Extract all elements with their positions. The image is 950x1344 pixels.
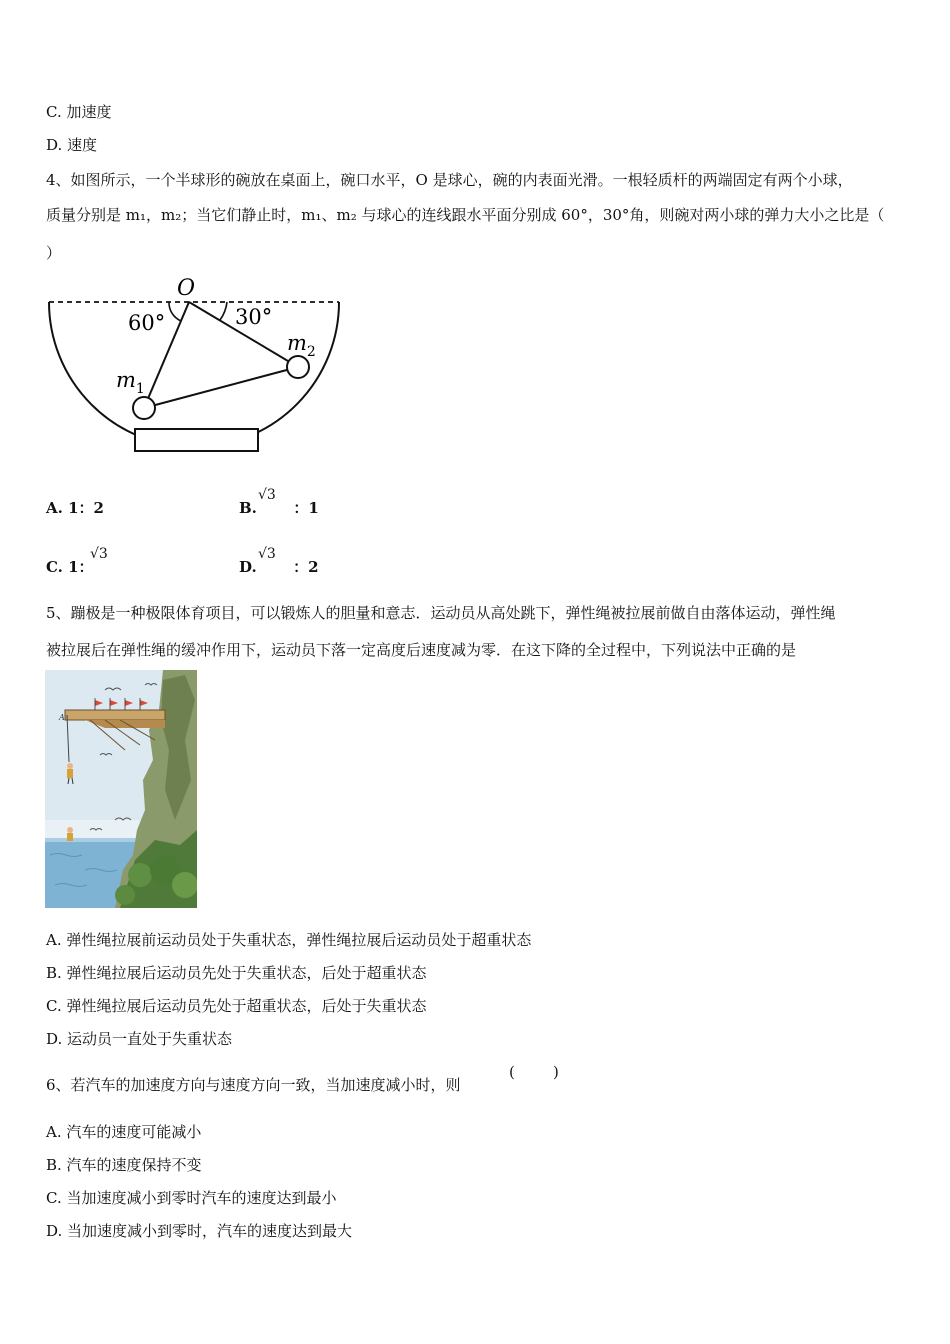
q6-option-c: C. 当加速度减小到零时汽车的速度达到最小 bbox=[46, 1189, 337, 1207]
jump-platform bbox=[65, 710, 165, 720]
q5-option-c: C. 弹性绳拉展后运动员先处于超重状态，后处于失重状态 bbox=[46, 997, 427, 1015]
q6-option-b: B. 汽车的速度保持不变 bbox=[46, 1156, 202, 1174]
q4-option-b bbox=[239, 498, 319, 518]
q4-option-d-prefix: D. bbox=[239, 558, 257, 576]
label-30: 30° bbox=[235, 305, 273, 329]
label-m1: $m_1$ bbox=[116, 368, 145, 397]
q5-option-d: D. 运动员一直处于失重状态 bbox=[46, 1030, 233, 1048]
q5-line1: 5、蹦极是一种极限体育项目，可以锻炼人的胆量和意志．运动员从高处跳下，弹性绳被拉展前做自由落体运动，弹性绳 bbox=[46, 604, 836, 622]
q5-line2: 被拉展后在弹性绳的缓冲作用下，运动员下落一定高度后速度减为零．在这下降的全过程中，下列说法中正确的是 bbox=[46, 641, 797, 659]
light-rod bbox=[144, 367, 298, 408]
option-d-prev: D. 速度 bbox=[46, 136, 98, 154]
q6-stem: 6、若汽车的加速度方向与速度方向一致，当加速度减小时，则 bbox=[46, 1076, 461, 1094]
jumper-lower bbox=[67, 827, 73, 841]
angle-arc-30 bbox=[220, 302, 227, 320]
q4-option-c-sqrt: √3 bbox=[90, 546, 108, 562]
q6-answer-paren: ( ) bbox=[509, 1063, 559, 1081]
figure-label-a: A bbox=[59, 713, 65, 722]
q4-option-a: A. 1：2 bbox=[46, 499, 104, 517]
q4-option-b-sqrt: √3 bbox=[258, 487, 276, 503]
ball-m2 bbox=[287, 356, 309, 378]
q4-option-c: C. 1： bbox=[46, 558, 94, 576]
q4-line1: 4、如图所示，一个半球形的碗放在桌面上，碗口水平，O 是球心，碗的内表面光滑。一根轻质杆的两端固定有两个小球， bbox=[46, 171, 853, 189]
table-base bbox=[135, 429, 258, 451]
angle-arc-60 bbox=[169, 302, 181, 321]
ball-m1 bbox=[133, 397, 155, 419]
option-c-prev: C. 加速度 bbox=[46, 103, 112, 121]
q4-option-b-suffix: ：1 bbox=[293, 499, 319, 517]
q4-option-d-suffix: ：2 bbox=[293, 558, 319, 576]
q4-line3: ） bbox=[46, 244, 62, 262]
q4-option-d-sqrt: √3 bbox=[258, 546, 276, 562]
q6-option-d: D. 当加速度减小到零时，汽车的速度达到最大 bbox=[46, 1222, 353, 1240]
bungee-illustration bbox=[45, 670, 197, 908]
label-m2: $m_2$ bbox=[287, 331, 316, 360]
q4-option-d bbox=[239, 557, 319, 577]
label-60: 60° bbox=[128, 311, 166, 335]
q4-option-b-prefix: B. bbox=[239, 499, 257, 517]
q5-option-a: A. 弹性绳拉展前运动员处于失重状态，弹性绳拉展后运动员处于超重状态 bbox=[46, 931, 532, 949]
bowl-figure bbox=[44, 272, 344, 457]
q4-line2: 质量分别是 m₁，m₂；当它们静止时，m₁、m₂ 与球心的连线跟水平面分别成 60°，30°角，则碗对两小球的弹力大小之比是（ bbox=[46, 206, 885, 224]
q6-option-a: A. 汽车的速度可能减小 bbox=[46, 1123, 202, 1141]
label-o: O bbox=[177, 276, 196, 301]
q5-option-b: B. 弹性绳拉展后运动员先处于失重状态，后处于超重状态 bbox=[46, 964, 427, 982]
